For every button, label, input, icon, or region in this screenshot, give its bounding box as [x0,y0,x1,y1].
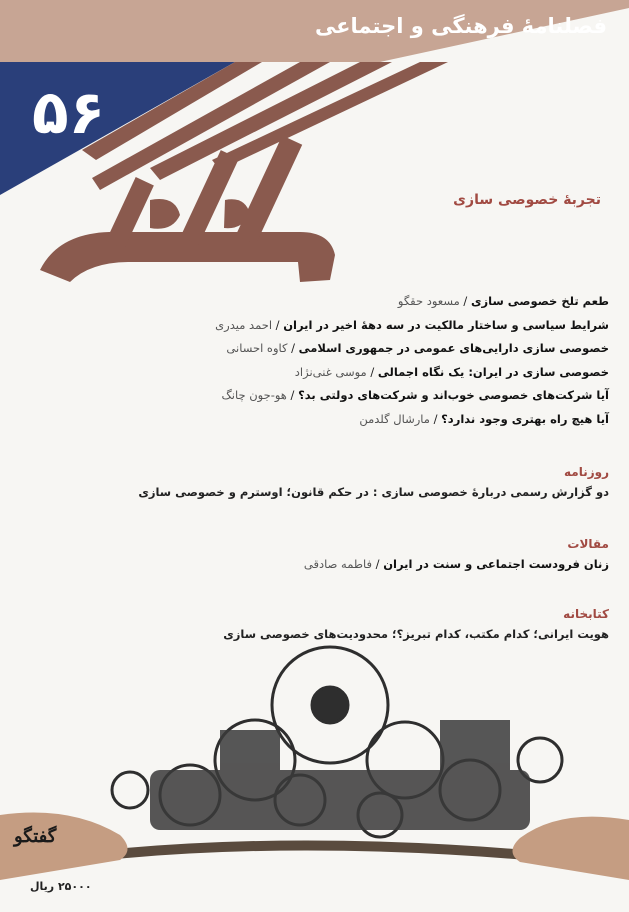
section-line: زنان فرودست اجتماعی و سنت در ایران / فاطمه صادقی [303,557,609,571]
toc-item: طعم تلخ خصوصی سازی / مسعود حقگو [397,294,609,308]
publisher-logo: گفتگو [14,826,57,847]
issue-theme: تجربهٔ خصوصی سازی [453,192,601,208]
toc-item: خصوصی سازی در ایران: یک نگاه اجمالی / موسی غنی‌نژاد [294,364,609,379]
issue-number: ۵۶ [32,78,106,148]
toc-item: آیا هیچ راه بهتری وجود ندارد؟ / مارشال گلدمن [359,411,609,426]
section-line: هویت ایرانی؛ کدام مکتب، کدام تبریز؟؛ محدودیت‌های خصوصی سازی [223,627,609,641]
section-journal [49,462,609,503]
section-heading: کتابخانه [563,607,609,621]
toc-item: شرایط سیاسی و ساختار مالکیت در سه دههٔ اخیر در ایران / احمد میدری [215,317,609,332]
section-heading: روزنامه [564,465,609,479]
magazine-subtitle: فصلنامهٔ فرهنگی و اجتماعی [314,14,607,38]
section-library [49,604,609,645]
right-hand [513,817,629,880]
machinery-mass [150,720,530,830]
toc-item: آیا شرکت‌های خصوصی خوب‌اند و شرکت‌های دولتی بد؟ / هو-جون چانگ [221,388,609,403]
price-label: ۲۵۰۰۰ ریال [30,880,92,893]
section-line: دو گزارش رسمی دربارهٔ خصوصی سازی : در حکم قانون؛ اوسترم و خصوصی سازی [138,485,609,499]
toc-item: خصوصی سازی دارایی‌های عمومی در جمهوری اسلامی / کاوه احسانی [226,341,609,356]
section-articles [49,534,609,575]
section-heading: مقالات [567,537,609,551]
table-of-contents [69,290,609,432]
